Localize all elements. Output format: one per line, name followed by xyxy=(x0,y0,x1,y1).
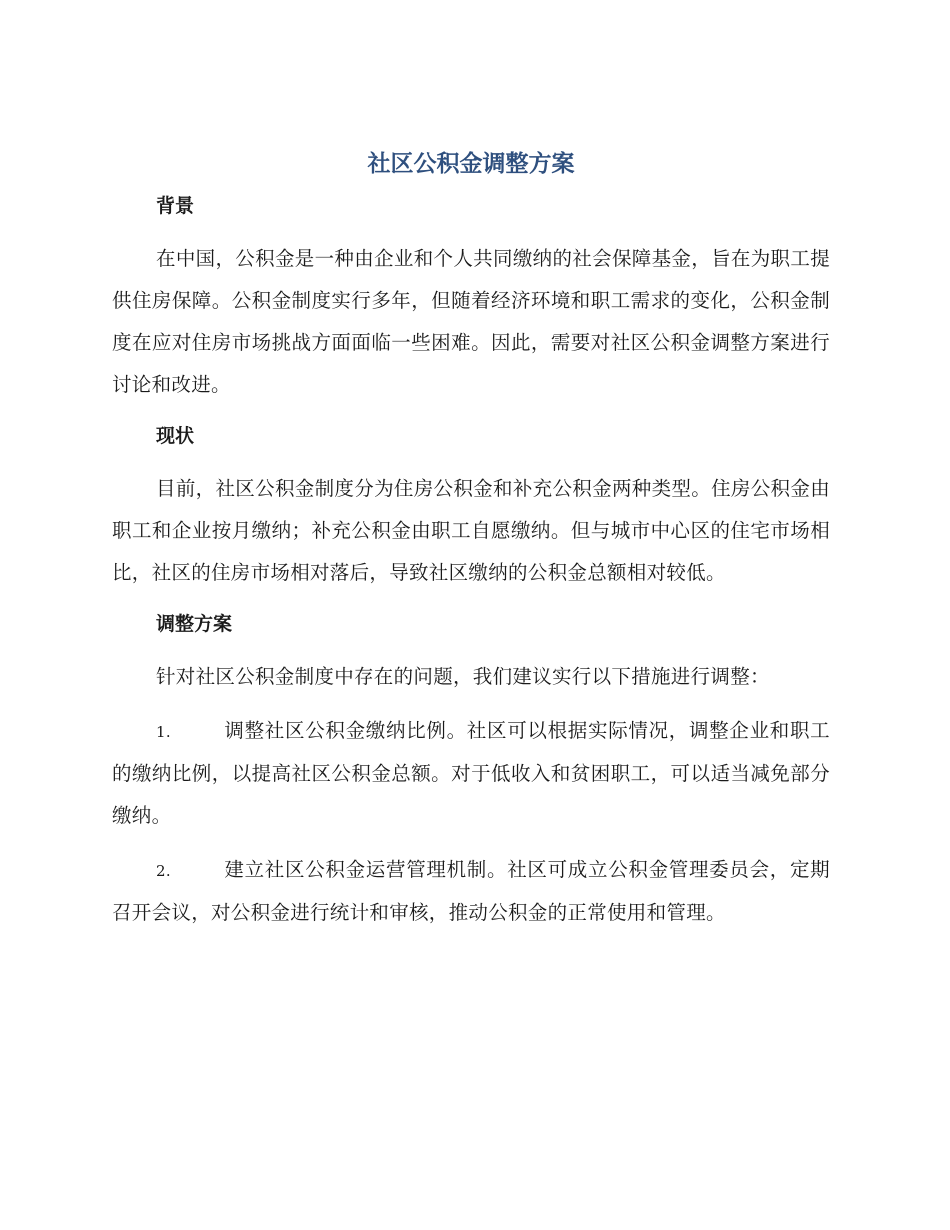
section-heading-status: 现状 xyxy=(156,425,195,447)
list-item xyxy=(112,849,830,934)
section-paragraph-status: 目前，社区公积金制度分为住房公积金和补充公积金两种类型。住房公积金由职工和企业按月缴纳；补充公积金由职工自愿缴纳。但与城市中心区的住宅市场相比，社区的住房市场相对落后，导致社区缴纳的公积金总额相对较低。 xyxy=(112,477,830,584)
list-item-number: 2. xyxy=(156,862,171,880)
section-paragraph-plan: 针对社区公积金制度中存在的问题，我们建议实行以下措施进行调整： xyxy=(156,665,770,688)
section-heading-background: 背景 xyxy=(156,195,195,217)
section-paragraph-background: 在中国，公积金是一种由企业和个人共同缴纳的社会保障基金，旨在为职工提供住房保障。公积金制度实行多年，但随着经济环境和职工需求的变化，公积金制度在应对住房市场挑战方面面临一些困难。因此，需要对社区公积金调整方案进行讨论和改进。 xyxy=(112,247,830,396)
page-title: 社区公积金调整方案 xyxy=(367,151,575,177)
list-item xyxy=(112,710,830,837)
list-item-text: 调整社区公积金缴纳比例。社区可以根据实际情况，调整企业和职工的缴纳比例，以提高社区公积金总额。对于低收入和贫困职工，可以适当减免部分缴纳。 xyxy=(112,719,830,827)
section-heading-plan: 调整方案 xyxy=(156,613,233,635)
document-page xyxy=(112,140,830,934)
list-item-text: 建立社区公积金运营管理机制。社区可成立公积金管理委员会，定期召开会议，对公积金进行统计和审核，推动公积金的正常使用和管理。 xyxy=(112,858,830,924)
list-item-number: 1. xyxy=(156,723,171,741)
